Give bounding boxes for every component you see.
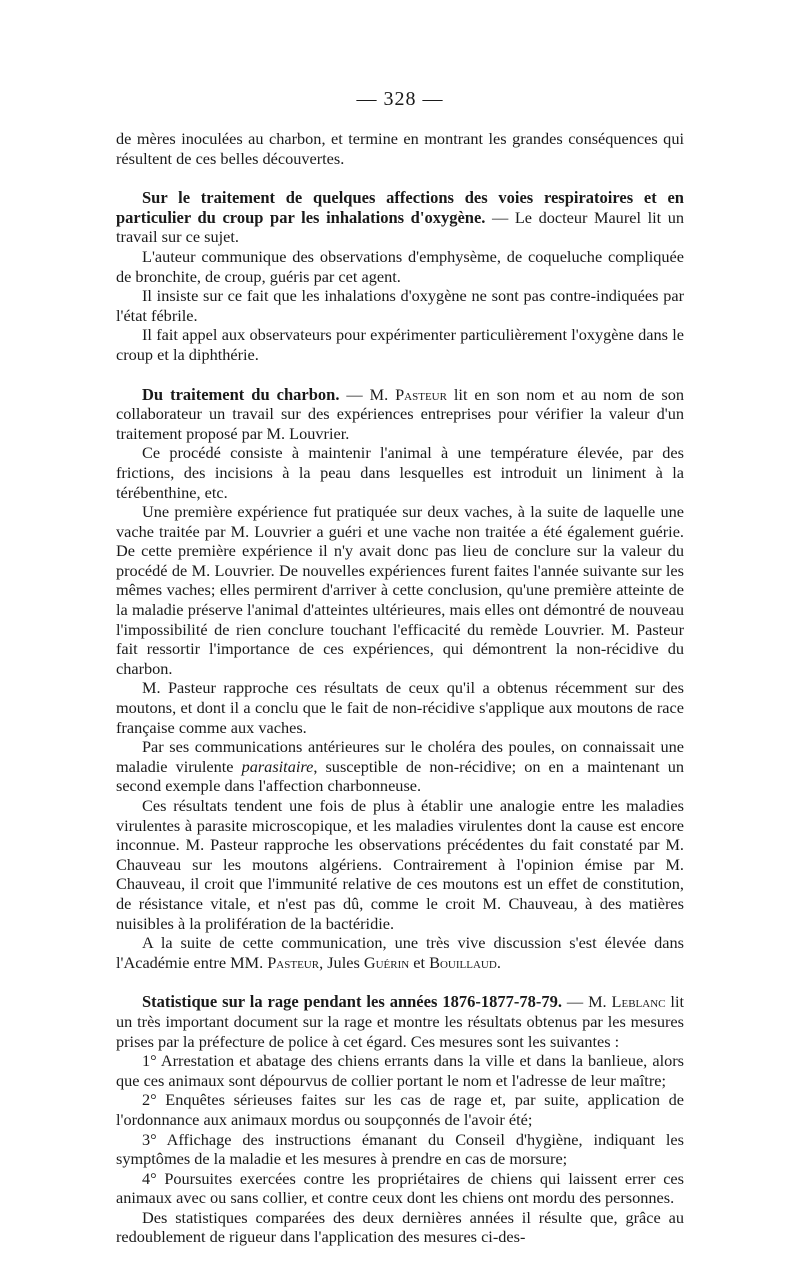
paragraph-text: , Jules	[319, 952, 364, 972]
section-rage-closing: Des statistiques comparées des deux dernières années il résulte que, grâce au redoublement de rigueur dans l'application des mesures ci-des-	[116, 1207, 684, 1247]
section-gap	[116, 168, 684, 188]
section-oxygen-heading: Sur le traitement de quelques affections des voies respiratoires et en particulier du croup par les inhalations d'oxygène.	[116, 188, 684, 227]
section-oxygen-paragraph: L'auteur communique des observations d'emphysème, de coqueluche compliquée de bronchite, de croup, guéris par cet agent.	[116, 246, 684, 286]
section-oxygen-lead-text: — Le docteur Maurel lit un travail sur ce sujet.	[116, 207, 684, 247]
paragraph-text: et	[409, 952, 430, 972]
section-gap	[116, 972, 684, 992]
list-item: 3° Affichage des instructions émanant du Conseil d'hygiène, indiquant les symptômes de la maladie et les mesures à prendre en cas de morsure;	[116, 1129, 684, 1169]
paragraph-text: Par ses communications antérieures sur le choléra des poules, on connaissait une maladie virulente	[116, 737, 684, 776]
section-charbon-paragraph: Ce procédé consiste à maintenir l'animal à une température élevée, par des frictions, des incisions à la peau dans lesquelles est introduit un liniment à la térébenthine, etc.	[116, 443, 684, 502]
section-gap	[116, 365, 684, 385]
italic-term: parasitaire	[241, 756, 314, 776]
section-charbon-lead-text: lit en son nom et au nom de son collaborateur un travail sur des expériences entreprises pour vérifier la valeur d'un traitement proposé par M. Louvrier.	[116, 384, 684, 443]
author-name: Bouillaud	[429, 952, 497, 972]
list-item: 2° Enquêtes sérieuses faites sur les cas de rage et, par suite, application de l'ordonnance aux animaux mordus ou soupçonnés de l'avoir été;	[116, 1090, 684, 1129]
list-item: 4° Poursuites exercées contre les propriétaires de chiens qui laissent errer ces animaux avec ou sans collier, et contre ceux dont les chiens ont mordu des personnes.	[116, 1168, 684, 1208]
author-name: Pasteur	[267, 952, 320, 972]
author-name: Guérin	[363, 952, 410, 972]
section-charbon-paragraph: M. Pasteur rapproche ces résultats de ceux qu'il a obtenus récemment sur des moutons, et dont il a conclu que le fait de non-récidive s'applique aux moutons de race française comme aux vaches.	[116, 678, 684, 737]
intro-paragraph: de mères inoculées au charbon, et termine en montrant les grandes conséquences qui résultent de ces belles découvertes.	[116, 129, 684, 168]
section-rage-lead-text: lit un très important document sur la rage et montre les résultats obtenus par les mesures prises par la préfecture de police à cet égard. Ces mesures sont les suivantes :	[116, 992, 684, 1051]
section-charbon-paragraph: Ces résultats tendent une fois de plus à établir une analogie entre les maladies virulentes à parasite microscopique, et les maladies virulentes dont la cause est encore inconnue. M. Pasteur rapproche les observations précédentes du fait constaté par M. Chauveau sur les moutons algériens. Contrairement à l'opinion émise par M. Chauveau, il croit que l'immunité relative de ces moutons est un effet de constitution, de résistance vitale, et n'est pas dû, comme le croit M. Chauveau, à des matières nuisibles à la prolifération de la bactéridie.	[116, 796, 684, 933]
section-charbon-paragraph: Une première expérience fut pratiquée sur deux vaches, à la suite de laquelle une vache traitée par M. Louvrier a guéri et une vache non traitée a été également guérie. De cette première expérience il n'y avait donc pas lieu de conclure sur la valeur du procédé de M. Louvrier. De nouvelles expériences furent faites l'année suivante sur les mêmes vaches; elles permirent d'arriver à cette conclusion, qu'une première atteinte de la maladie préserve l'animal d'atteintes ultérieures, mais elles ont démontré de nouveau l'impossibilité de rien conclure touchant l'efficacité du remède Louvrier. M. Pasteur fait ressortir l'importance de ces expériences, qui démontrent la non-récidive du charbon.	[116, 502, 684, 678]
list-item: 1° Arrestation et abatage des chiens errants dans la ville et dans la banlieue, alors que ces animaux sont dépourvus de collier portant le nom et l'adresse de leur maître;	[116, 1051, 684, 1090]
paragraph-text: .	[496, 952, 501, 972]
section-rage-heading: Statistique sur la rage pendant les années 1876-1877-78-79.	[142, 992, 562, 1012]
section-rage-lead-text: — M.	[561, 992, 612, 1012]
author-name: Pasteur	[395, 384, 447, 404]
paragraph-text: , susceptible de non-récidive; on en a maintenant un second exemple dans l'affection charbonneuse.	[116, 756, 684, 796]
paragraph-text: A la suite de cette communication, une très vive discussion s'est élevée dans l'Académie entre MM.	[116, 933, 684, 972]
section-charbon-paragraph	[116, 933, 684, 972]
section-charbon-heading: Du traitement du charbon.	[142, 384, 340, 404]
section-oxygen-lead	[116, 188, 684, 247]
page-number: — 328 —	[356, 88, 444, 110]
section-charbon-lead	[116, 385, 684, 444]
author-name: Leblanc	[611, 992, 666, 1012]
section-charbon-paragraph	[116, 737, 684, 796]
section-oxygen-paragraph: Il insiste sur ce fait que les inhalations d'oxygène ne sont pas contre-indiquées par l'état fébrile.	[116, 286, 684, 325]
section-rage-lead	[116, 992, 684, 1051]
section-charbon-lead-text: — M.	[339, 384, 396, 404]
section-oxygen-paragraph: Il fait appel aux observateurs pour expérimenter particulièrement l'oxygène dans le croup et la diphthérie.	[116, 325, 684, 364]
